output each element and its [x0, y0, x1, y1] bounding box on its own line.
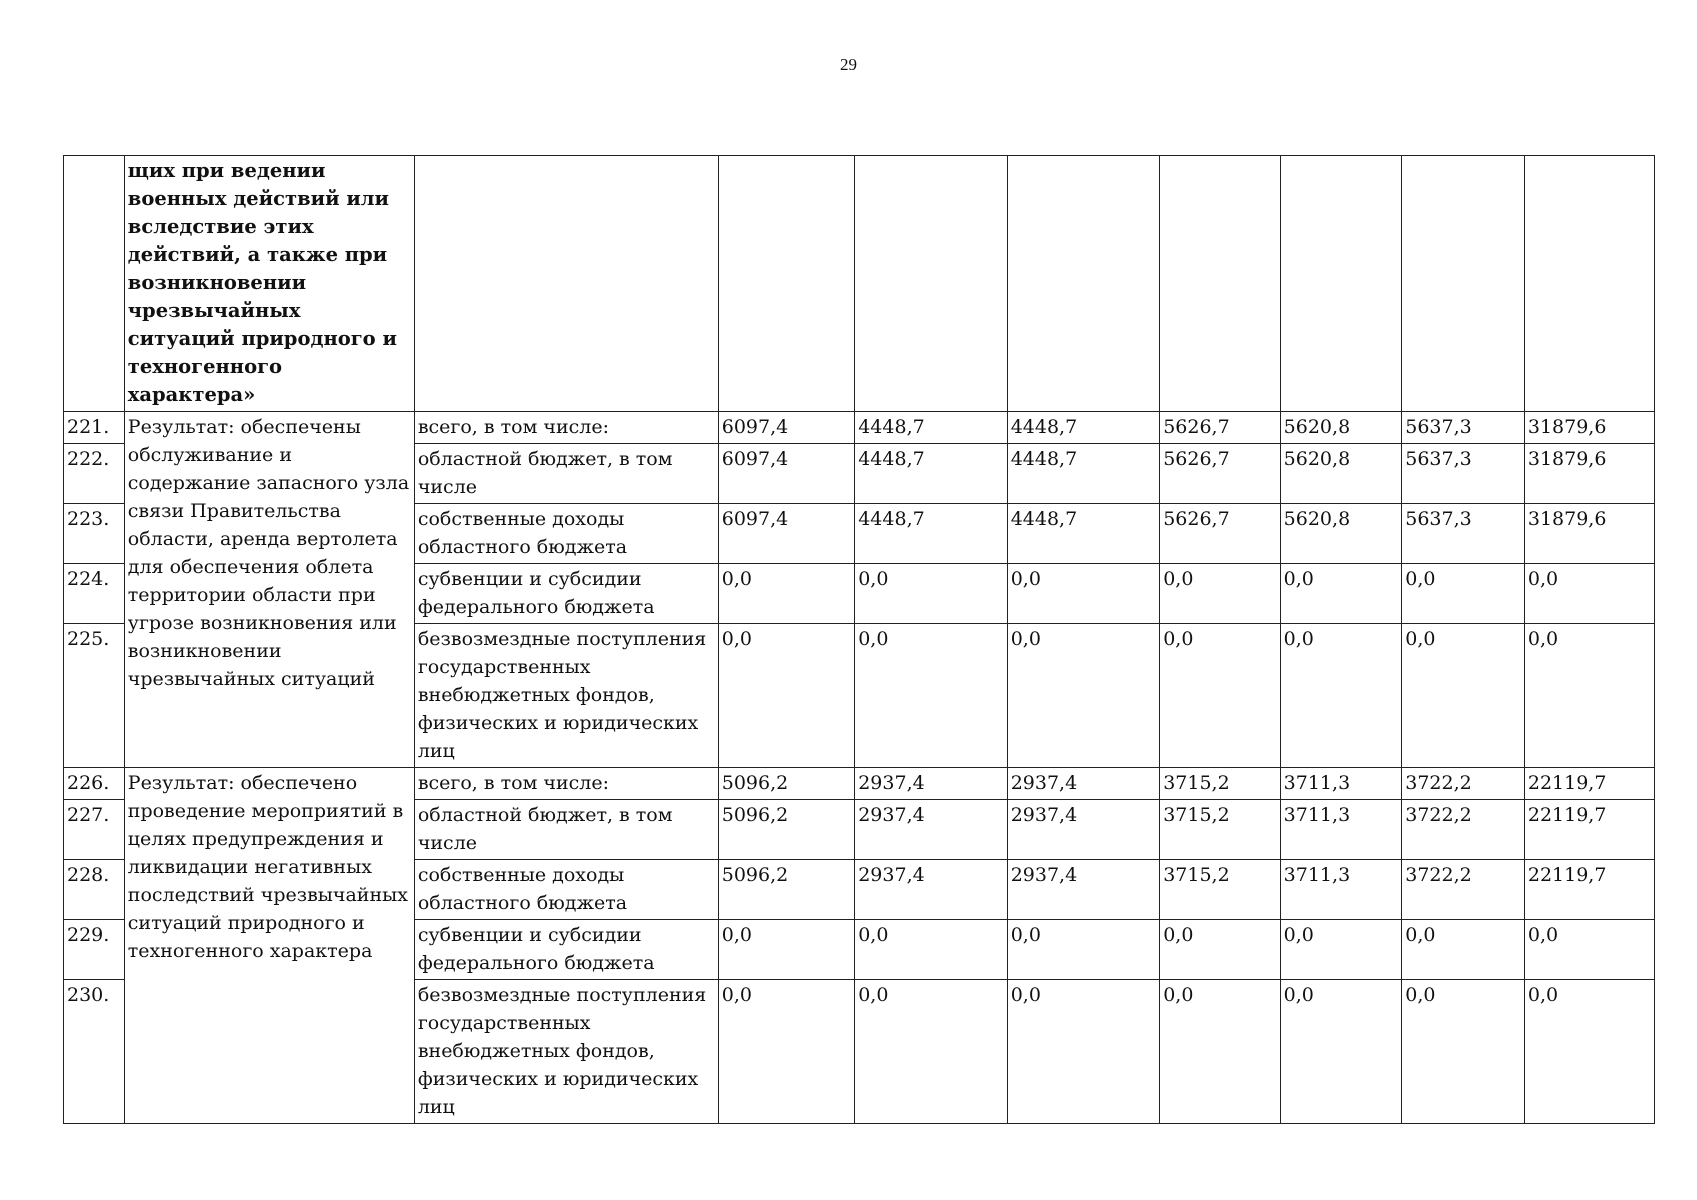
- value-cell: [718, 156, 854, 412]
- value-total-cell: 22119,7: [1524, 860, 1654, 920]
- value-cell: 5626,7: [1160, 444, 1280, 504]
- value-cell: 0,0: [1007, 624, 1159, 768]
- source-cell: [414, 156, 718, 412]
- value-cell: 0,0: [718, 564, 854, 624]
- funding-source: всего, в том числе:: [414, 768, 718, 800]
- value-cell: 5620,8: [1280, 504, 1402, 564]
- value-cell: 3715,2: [1160, 768, 1280, 800]
- value-cell: 5637,3: [1402, 412, 1525, 444]
- value-cell: 6097,4: [718, 412, 854, 444]
- funding-source: безвозмездные поступления государственных внебюджетных фондов, физических и юридических лиц: [414, 980, 718, 1124]
- row-number: 230.: [64, 980, 125, 1124]
- value-cell: 2937,4: [1007, 768, 1159, 800]
- row-number: 223.: [64, 504, 125, 564]
- funding-source: субвенции и субсидии федерального бюджета: [414, 920, 718, 980]
- value-cell: 3722,2: [1402, 768, 1525, 800]
- value-cell: 5620,8: [1280, 412, 1402, 444]
- value-cell: 5096,2: [718, 768, 854, 800]
- funding-source: собственные доходы областного бюджета: [414, 860, 718, 920]
- table-row: [64, 412, 1655, 444]
- value-cell: 4448,7: [1007, 412, 1159, 444]
- value-cell: 0,0: [1007, 920, 1159, 980]
- row-number: 226.: [64, 768, 125, 800]
- row-number: 224.: [64, 564, 125, 624]
- row-number: 228.: [64, 860, 125, 920]
- value-cell: 0,0: [1280, 980, 1402, 1124]
- value-cell: [1160, 156, 1280, 412]
- value-cell: 0,0: [1402, 980, 1525, 1124]
- value-cell: [855, 156, 1007, 412]
- value-total-cell: 0,0: [1524, 980, 1654, 1124]
- value-cell: 5637,3: [1402, 504, 1525, 564]
- value-cell: 0,0: [855, 564, 1007, 624]
- table-header-continuation-row: [64, 156, 1655, 412]
- value-cell: 0,0: [718, 920, 854, 980]
- value-cell: 0,0: [855, 980, 1007, 1124]
- result-description: Результат: обеспечено проведение мероприятий в целях предупреждения и ликвидации негативных последствий чрезвычайных ситуаций природного и техногенного характера: [124, 768, 414, 1124]
- row-number: 221.: [64, 412, 125, 444]
- measure-title-continuation: щих при ведении военных действий или вследствие этих действий, а также при возникновении чрезвычайных ситуаций природного и техногенного характера»: [124, 156, 414, 412]
- row-number-cell: [64, 156, 125, 412]
- value-cell: 0,0: [1402, 564, 1525, 624]
- value-cell: 5626,7: [1160, 504, 1280, 564]
- value-cell: 5620,8: [1280, 444, 1402, 504]
- value-cell: 3715,2: [1160, 860, 1280, 920]
- value-cell: 0,0: [1007, 980, 1159, 1124]
- value-cell: [1280, 156, 1402, 412]
- value-cell: 0,0: [1402, 920, 1525, 980]
- funding-source: собственные доходы областного бюджета: [414, 504, 718, 564]
- value-cell: 0,0: [1402, 624, 1525, 768]
- value-cell: 6097,4: [718, 504, 854, 564]
- value-cell: [1402, 156, 1525, 412]
- value-cell: 5096,2: [718, 800, 854, 860]
- value-cell: 4448,7: [855, 444, 1007, 504]
- result-description: Результат: обеспечены обслуживание и содержание запасного узла связи Правительства области, аренда вертолета для обеспечения облета территории области при угрозе возникновения или возникновении чрезвычайных ситуаций: [124, 412, 414, 768]
- value-cell: 3722,2: [1402, 800, 1525, 860]
- value-cell: 6097,4: [718, 444, 854, 504]
- value-cell: 3715,2: [1160, 800, 1280, 860]
- value-cell: 5626,7: [1160, 412, 1280, 444]
- value-total-cell: 31879,6: [1524, 504, 1654, 564]
- value-total-cell: 0,0: [1524, 624, 1654, 768]
- value-cell: 2937,4: [855, 800, 1007, 860]
- value-cell: 2937,4: [1007, 860, 1159, 920]
- funding-source: всего, в том числе:: [414, 412, 718, 444]
- value-cell: 0,0: [1160, 920, 1280, 980]
- value-cell: 4448,7: [1007, 504, 1159, 564]
- funding-source: безвозмездные поступления государственных внебюджетных фондов, физических и юридических лиц: [414, 624, 718, 768]
- value-cell: 3711,3: [1280, 768, 1402, 800]
- value-total-cell: 0,0: [1524, 920, 1654, 980]
- row-number: 229.: [64, 920, 125, 980]
- value-cell: 0,0: [855, 920, 1007, 980]
- value-cell: 0,0: [1007, 564, 1159, 624]
- funding-source: областной бюджет, в том числе: [414, 800, 718, 860]
- value-total-cell: 31879,6: [1524, 412, 1654, 444]
- row-number: 222.: [64, 444, 125, 504]
- budget-table: [63, 155, 1655, 1124]
- value-cell: [1007, 156, 1159, 412]
- value-cell: 0,0: [1160, 624, 1280, 768]
- value-cell: 0,0: [855, 624, 1007, 768]
- value-cell: [1524, 156, 1654, 412]
- value-cell: 3711,3: [1280, 800, 1402, 860]
- funding-source: областной бюджет, в том числе: [414, 444, 718, 504]
- value-total-cell: 31879,6: [1524, 444, 1654, 504]
- value-cell: 0,0: [1160, 980, 1280, 1124]
- value-cell: 0,0: [1280, 920, 1402, 980]
- value-total-cell: 22119,7: [1524, 800, 1654, 860]
- value-cell: 0,0: [1160, 564, 1280, 624]
- value-cell: 5637,3: [1402, 444, 1525, 504]
- row-number: 225.: [64, 624, 125, 768]
- value-cell: 4448,7: [855, 412, 1007, 444]
- value-cell: 0,0: [718, 624, 854, 768]
- value-cell: 2937,4: [855, 768, 1007, 800]
- value-cell: 3711,3: [1280, 860, 1402, 920]
- funding-source: субвенции и субсидии федерального бюджета: [414, 564, 718, 624]
- value-cell: 2937,4: [855, 860, 1007, 920]
- value-total-cell: 0,0: [1524, 564, 1654, 624]
- value-cell: 0,0: [718, 980, 854, 1124]
- row-number: 227.: [64, 800, 125, 860]
- value-cell: 2937,4: [1007, 800, 1159, 860]
- value-cell: 0,0: [1280, 564, 1402, 624]
- value-total-cell: 22119,7: [1524, 768, 1654, 800]
- value-cell: 5096,2: [718, 860, 854, 920]
- table-row: [64, 768, 1655, 800]
- value-cell: 4448,7: [1007, 444, 1159, 504]
- value-cell: 4448,7: [855, 504, 1007, 564]
- value-cell: 3722,2: [1402, 860, 1525, 920]
- page-number: 29: [840, 55, 857, 74]
- value-cell: 0,0: [1280, 624, 1402, 768]
